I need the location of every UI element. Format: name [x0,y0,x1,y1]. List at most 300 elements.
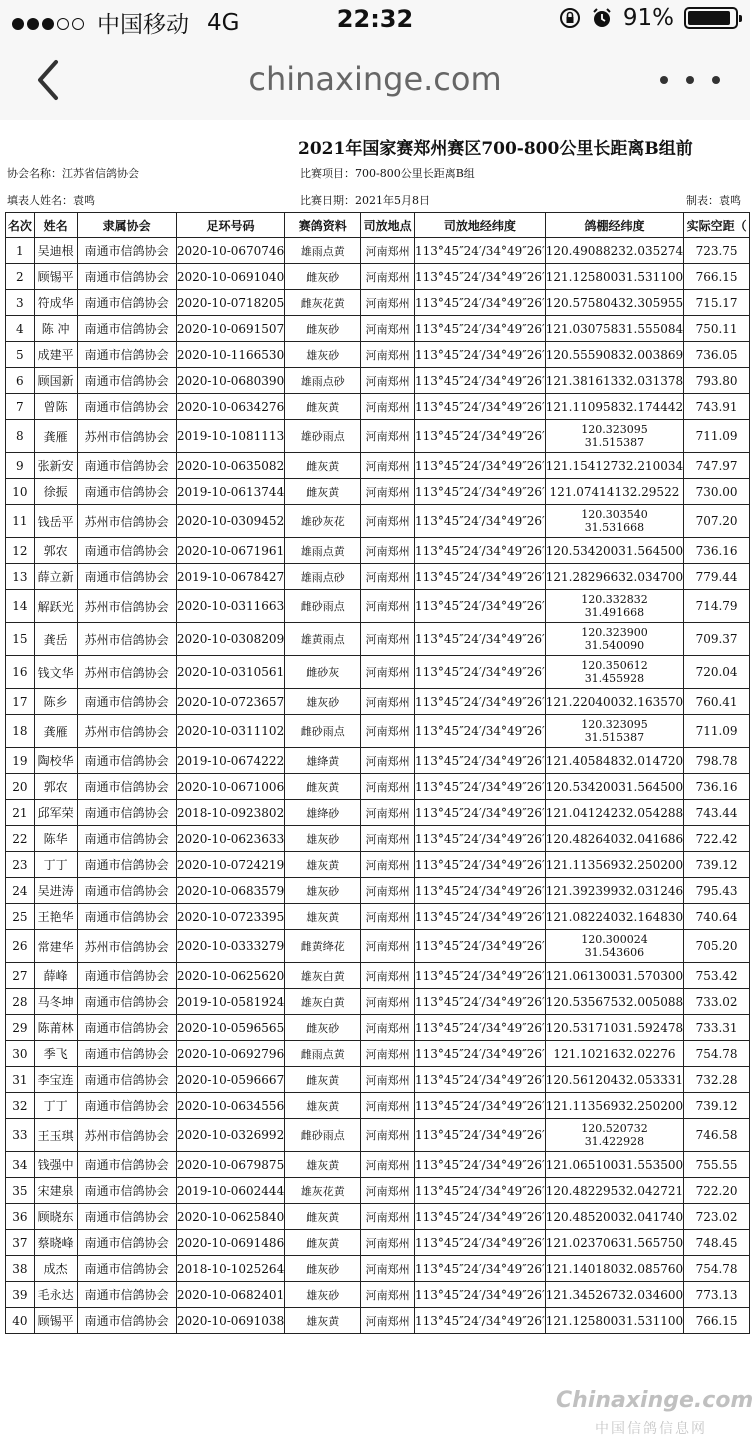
table-cell-ring: 2020-10-0625840 [176,1204,284,1230]
table-cell-coord: 113°45″24′/34°49″26′ [415,656,546,689]
table-cell-color: 雄黄雨点 [285,623,361,656]
table-row [6,479,750,505]
table-cell-rank: 20 [6,774,35,800]
table-cell-color: 雄灰砂 [285,342,361,368]
table-cell-assoc: 苏州市信鸽协会 [77,590,176,623]
column-header: 实际空距（ [684,213,750,238]
event-label: 比赛项目：700-800公里长距离B组 [300,167,475,180]
table-cell-name: 丁丁 [34,1093,77,1119]
table-cell-loc: 河南郑州 [361,1152,415,1178]
table-cell-name: 成杰 [34,1256,77,1282]
table-cell-assoc: 南通市信鸽协会 [77,1152,176,1178]
table-row [6,1093,750,1119]
table-cell-dist: 733.02 [684,989,750,1015]
carrier-name: 中国移动 [97,12,189,38]
table-cell-loc: 河南郑州 [361,505,415,538]
table-cell-assoc: 南通市信鸽协会 [77,689,176,715]
table-cell-rank: 36 [6,1204,35,1230]
table-cell-name: 成建平 [34,342,77,368]
table-cell-ring: 2018-10-0923802 [176,800,284,826]
table-cell-name: 宋建泉 [34,1178,77,1204]
table-cell-coord: 113°45″24′/34°49″26′ [415,590,546,623]
table-cell-ring: 2020-10-0683579 [176,878,284,904]
filler-label: 填表人姓名：袁鸣 [7,194,95,207]
table-cell-dist: 711.09 [684,420,750,453]
table-row [6,342,750,368]
table-cell-name: 钱强中 [34,1152,77,1178]
watermark-logo: Chinaxinge.com [556,1388,753,1413]
table-cell-name: 蔡晓峰 [34,1230,77,1256]
table-cell-color: 雄灰白黄 [285,963,361,989]
table-cell-loft: 121.1021632.02276 [545,1041,683,1067]
table-cell-name: 郭农 [34,774,77,800]
table-cell-ring: 2020-10-0311663 [176,590,284,623]
table-cell-loc: 河南郑州 [361,1119,415,1152]
table-cell-dist: 740.64 [684,904,750,930]
table-cell-dist: 760.41 [684,689,750,715]
table-cell-coord: 113°45″24′/34°49″26′ [415,963,546,989]
table-cell-loc: 河南郑州 [361,878,415,904]
table-cell-assoc: 苏州市信鸽协会 [77,930,176,963]
table-cell-assoc: 苏州市信鸽协会 [77,715,176,748]
table-cell-dist: 750.11 [684,316,750,342]
table-cell-rank: 27 [6,963,35,989]
table-cell-dist: 722.20 [684,1178,750,1204]
table-cell-loft: 121.28296632.034700 [545,564,683,590]
table-cell-assoc: 苏州市信鸽协会 [77,656,176,689]
table-cell-ring: 2020-10-0671961 [176,538,284,564]
table-cell-ring: 2020-10-0596565 [176,1015,284,1041]
table-cell-dist: 707.20 [684,505,750,538]
table-cell-rank: 10 [6,479,35,505]
table-cell-coord: 113°45″24′/34°49″26′ [415,479,546,505]
table-cell-loft: 121.40584832.014720 [545,748,683,774]
table-cell-loft: 120.53420031.564500 [545,774,683,800]
table-cell-name: 王玉琪 [34,1119,77,1152]
table-cell-loft: 120.57580432.305955 [545,290,683,316]
table-cell-coord: 113°45″24′/34°49″26′ [415,316,546,342]
table-cell-name: 邱军荣 [34,800,77,826]
table-cell-ring: 2020-10-0623633 [176,826,284,852]
table-cell-ring: 2020-10-0311102 [176,715,284,748]
table-cell-name: 马冬坤 [34,989,77,1015]
table-row [6,453,750,479]
table-row [6,656,750,689]
table-cell-loft: 120.53420031.564500 [545,538,683,564]
table-cell-loc: 河南郑州 [361,989,415,1015]
table-cell-coord: 113°45″24′/34°49″26′ [415,1204,546,1230]
table-cell-loc: 河南郑州 [361,1256,415,1282]
table-cell-color: 雌灰砂 [285,1256,361,1282]
table-cell-name: 顾国新 [34,368,77,394]
table-cell-rank: 24 [6,878,35,904]
table-cell-dist: 766.15 [684,1308,750,1334]
table-cell-loc: 河南郑州 [361,1308,415,1334]
table-cell-coord: 113°45″24′/34°49″26′ [415,264,546,290]
table-cell-ring: 2020-10-0691507 [176,316,284,342]
table-cell-coord: 113°45″24′/34°49″26′ [415,1015,546,1041]
table-cell-color: 雌灰黄 [285,479,361,505]
table-cell-loft: 120.48264032.041686 [545,826,683,852]
table-cell-name: 薛立新 [34,564,77,590]
table-cell-rank: 8 [6,420,35,453]
table-cell-name: 陈莆林 [34,1015,77,1041]
table-cell-loft: 120.520732 31.422928 [545,1119,683,1152]
table-cell-rank: 38 [6,1256,35,1282]
table-cell-ring: 2020-10-0691040 [176,264,284,290]
table-cell-loft: 121.11095832.174442 [545,394,683,420]
table-cell-coord: 113°45″24′/34°49″26′ [415,904,546,930]
table-row [6,715,750,748]
table-cell-rank: 21 [6,800,35,826]
table-cell-color: 雌砂雨点 [285,715,361,748]
table-cell-coord: 113°45″24′/34°49″26′ [415,689,546,715]
table-row [6,1119,750,1152]
table-cell-rank: 17 [6,689,35,715]
table-cell-ring: 2018-10-1025264 [176,1256,284,1282]
table-cell-coord: 113°45″24′/34°49″26′ [415,878,546,904]
table-cell-loc: 河南郑州 [361,1041,415,1067]
table-cell-dist: 743.91 [684,394,750,420]
table-cell-ring: 2020-10-1166530 [176,342,284,368]
table-cell-loft: 121.06510031.553500 [545,1152,683,1178]
table-cell-assoc: 南通市信鸽协会 [77,1178,176,1204]
table-cell-assoc: 南通市信鸽协会 [77,1282,176,1308]
table-cell-color: 雄灰花黄 [285,1178,361,1204]
table-cell-loft: 121.07414132.29522 [545,479,683,505]
more-dots-icon [660,76,668,84]
table-cell-rank: 22 [6,826,35,852]
table-cell-assoc: 南通市信鸽协会 [77,368,176,394]
table-cell-assoc: 南通市信鸽协会 [77,479,176,505]
table-cell-loft: 120.332832 31.491668 [545,590,683,623]
table-row [6,290,750,316]
table-cell-name: 陈乡 [34,689,77,715]
table-cell-assoc: 南通市信鸽协会 [77,904,176,930]
table-cell-dist: 739.12 [684,1093,750,1119]
results-table [5,212,750,1334]
table-cell-name: 符成华 [34,290,77,316]
table-row [6,368,750,394]
table-cell-ring: 2020-10-0679875 [176,1152,284,1178]
table-cell-dist: 736.05 [684,342,750,368]
table-cell-color: 雌灰砂 [285,264,361,290]
table-cell-coord: 113°45″24′/34°49″26′ [415,238,546,264]
table-cell-dist: 746.58 [684,1119,750,1152]
table-cell-assoc: 苏州市信鸽协会 [77,623,176,656]
column-header: 赛鸽资料 [285,213,361,238]
table-cell-ring: 2020-10-0310561 [176,656,284,689]
table-cell-name: 顾晓东 [34,1204,77,1230]
table-cell-dist: 739.12 [684,852,750,878]
page-title: 2021年国家赛郑州赛区700-800公里长距离B组前 [298,139,693,159]
table-cell-rank: 15 [6,623,35,656]
table-cell-loc: 河南郑州 [361,1282,415,1308]
table-body [6,238,750,1334]
table-cell-rank: 7 [6,394,35,420]
table-cell-loc: 河南郑州 [361,1093,415,1119]
table-cell-loft: 121.38161332.031378 [545,368,683,394]
table-cell-loc: 河南郑州 [361,656,415,689]
table-cell-color: 雌灰黄 [285,1204,361,1230]
table-cell-ring: 2020-10-0596667 [176,1067,284,1093]
table-cell-rank: 33 [6,1119,35,1152]
table-cell-ring: 2020-10-0670746 [176,238,284,264]
table-cell-coord: 113°45″24′/34°49″26′ [415,394,546,420]
table-cell-ring: 2019-10-0602444 [176,1178,284,1204]
table-cell-assoc: 南通市信鸽协会 [77,1204,176,1230]
table-cell-loft: 121.15412732.210034 [545,453,683,479]
table-cell-rank: 19 [6,748,35,774]
table-cell-name: 陈华 [34,826,77,852]
table-cell-rank: 40 [6,1308,35,1334]
table-cell-color: 雌砂灰 [285,656,361,689]
column-header: 司放地经纬度 [415,213,546,238]
table-row [6,316,750,342]
table-cell-rank: 35 [6,1178,35,1204]
table-cell-coord: 113°45″24′/34°49″26′ [415,1093,546,1119]
table-cell-assoc: 南通市信鸽协会 [77,316,176,342]
table-cell-loft: 120.53567532.005088 [545,989,683,1015]
status-icons [559,5,738,31]
table-cell-assoc: 苏州市信鸽协会 [77,505,176,538]
table-cell-rank: 23 [6,852,35,878]
table-cell-color: 雄雨点黄 [285,538,361,564]
table-cell-loc: 河南郑州 [361,564,415,590]
table-cell-dist: 732.28 [684,1067,750,1093]
table-row [6,1282,750,1308]
table-cell-assoc: 南通市信鸽协会 [77,1067,176,1093]
table-cell-dist: 709.37 [684,623,750,656]
table-cell-loc: 河南郑州 [361,689,415,715]
table-cell-ring: 2020-10-0724219 [176,852,284,878]
table-row [6,826,750,852]
table-cell-loft: 121.14018032.085760 [545,1256,683,1282]
table-cell-coord: 113°45″24′/34°49″26′ [415,1308,546,1334]
table-cell-rank: 5 [6,342,35,368]
table-cell-rank: 2 [6,264,35,290]
table-cell-loft: 121.34526732.034600 [545,1282,683,1308]
battery-fill [688,11,730,25]
table-cell-coord: 113°45″24′/34°49″26′ [415,1152,546,1178]
table-cell-assoc: 南通市信鸽协会 [77,342,176,368]
table-cell-dist: 754.78 [684,1041,750,1067]
column-header: 名次 [6,213,35,238]
table-cell-coord: 113°45″24′/34°49″26′ [415,623,546,656]
table-cell-rank: 12 [6,538,35,564]
table-row [6,1015,750,1041]
table-cell-loft: 120.300024 31.543606 [545,930,683,963]
table-row [6,689,750,715]
table-row [6,1308,750,1334]
alarm-icon [591,7,613,29]
table-cell-color: 雄灰砂 [285,689,361,715]
table-cell-rank: 14 [6,590,35,623]
table-cell-rank: 34 [6,1152,35,1178]
column-header: 鸽棚经纬度 [545,213,683,238]
table-row [6,800,750,826]
table-cell-coord: 113°45″24′/34°49″26′ [415,290,546,316]
table-cell-color: 雌黄绛花 [285,930,361,963]
table-cell-ring: 2020-10-0723395 [176,904,284,930]
table-cell-ring: 2019-10-0678427 [176,564,284,590]
table-cell-rank: 11 [6,505,35,538]
table-cell-rank: 16 [6,656,35,689]
table-cell-rank: 25 [6,904,35,930]
table-cell-assoc: 苏州市信鸽协会 [77,420,176,453]
table-cell-dist: 705.20 [684,930,750,963]
table-cell-loc: 河南郑州 [361,623,415,656]
table-cell-dist: 733.31 [684,1015,750,1041]
table-cell-rank: 9 [6,453,35,479]
table-cell-coord: 113°45″24′/34°49″26′ [415,342,546,368]
table-cell-dist: 720.04 [684,656,750,689]
table-cell-rank: 3 [6,290,35,316]
table-cell-ring: 2020-10-0671006 [176,774,284,800]
table-cell-coord: 113°45″24′/34°49″26′ [415,538,546,564]
table-cell-dist: 773.13 [684,1282,750,1308]
table-cell-assoc: 南通市信鸽协会 [77,774,176,800]
table-cell-loc: 河南郑州 [361,394,415,420]
table-cell-color: 雌灰砂 [285,316,361,342]
watermark-subtitle: 中国信鸽信息网 [595,1421,707,1437]
table-cell-ring: 2019-10-0674222 [176,748,284,774]
table-cell-coord: 113°45″24′/34°49″26′ [415,852,546,878]
table-cell-assoc: 南通市信鸽协会 [77,963,176,989]
table-cell-name: 顾锡平 [34,1308,77,1334]
table-cell-loc: 河南郑州 [361,479,415,505]
table-row [6,238,750,264]
table-cell-color: 雌灰花黄 [285,290,361,316]
table-cell-loc: 河南郑州 [361,904,415,930]
table-cell-loc: 河南郑州 [361,1204,415,1230]
table-cell-rank: 18 [6,715,35,748]
table-cell-loft: 121.12580031.531100 [545,1308,683,1334]
table-cell-ring: 2019-10-0581924 [176,989,284,1015]
table-row [6,1067,750,1093]
table-cell-loft: 121.06130031.570300 [545,963,683,989]
table-row [6,1256,750,1282]
table-cell-loft: 120.323095 31.515387 [545,420,683,453]
table-cell-color: 雄绛砂 [285,800,361,826]
table-cell-loc: 河南郑州 [361,1067,415,1093]
battery-percent: 91% [622,5,674,31]
table-cell-assoc: 南通市信鸽协会 [77,1015,176,1041]
table-cell-name: 李宝连 [34,1067,77,1093]
table-cell-assoc: 南通市信鸽协会 [77,1230,176,1256]
table-row [6,878,750,904]
table-cell-name: 丁丁 [34,852,77,878]
table-cell-loft: 120.303540 31.531668 [545,505,683,538]
table-cell-loft: 120.323900 31.540090 [545,623,683,656]
table-cell-dist: 715.17 [684,290,750,316]
table-cell-loc: 河南郑州 [361,748,415,774]
table-cell-rank: 29 [6,1015,35,1041]
more-button[interactable] [660,66,720,94]
document-view[interactable] [0,120,753,1437]
table-cell-assoc: 苏州市信鸽协会 [77,1119,176,1152]
table-cell-loft: 121.04124232.054288 [545,800,683,826]
table-cell-assoc: 南通市信鸽协会 [77,453,176,479]
table-cell-color: 雌灰黄 [285,1067,361,1093]
table-cell-coord: 113°45″24′/34°49″26′ [415,453,546,479]
table-cell-name: 陶校华 [34,748,77,774]
table-cell-ring: 2020-10-0691038 [176,1308,284,1334]
table-cell-coord: 113°45″24′/34°49″26′ [415,1282,546,1308]
table-cell-name: 龚雁 [34,420,77,453]
table-cell-color: 雄灰黄 [285,852,361,878]
table-cell-color: 雄灰砂 [285,826,361,852]
table-cell-assoc: 南通市信鸽协会 [77,238,176,264]
table-cell-ring: 2020-10-0635082 [176,453,284,479]
table-row [6,538,750,564]
table-cell-loft: 121.12580031.531100 [545,264,683,290]
table-cell-coord: 113°45″24′/34°49″26′ [415,989,546,1015]
table-cell-coord: 113°45″24′/34°49″26′ [415,930,546,963]
table-cell-loc: 河南郑州 [361,800,415,826]
table-cell-assoc: 南通市信鸽协会 [77,1256,176,1282]
table-cell-loc: 河南郑州 [361,538,415,564]
table-cell-color: 雄灰黄 [285,1308,361,1334]
table-cell-ring: 2020-10-0692796 [176,1041,284,1067]
table-cell-ring: 2020-10-0634556 [176,1093,284,1119]
table-cell-loc: 河南郑州 [361,774,415,800]
table-cell-color: 雌灰黄 [285,1230,361,1256]
table-cell-coord: 113°45″24′/34°49″26′ [415,1256,546,1282]
table-cell-loc: 河南郑州 [361,368,415,394]
column-header: 司放地点 [361,213,415,238]
table-cell-loc: 河南郑州 [361,316,415,342]
table-cell-name: 张新安 [34,453,77,479]
table-cell-assoc: 南通市信鸽协会 [77,1093,176,1119]
table-cell-coord: 113°45″24′/34°49″26′ [415,715,546,748]
table-cell-name: 解跃光 [34,590,77,623]
table-row [6,1178,750,1204]
battery-icon [684,7,738,29]
table-row [6,590,750,623]
table-cell-assoc: 南通市信鸽协会 [77,290,176,316]
table-cell-dist: 795.43 [684,878,750,904]
table-cell-color: 雌灰黄 [285,394,361,420]
table-cell-assoc: 南通市信鸽协会 [77,852,176,878]
table-cell-assoc: 南通市信鸽协会 [77,1308,176,1334]
table-cell-name: 毛永达 [34,1282,77,1308]
table-cell-coord: 113°45″24′/34°49″26′ [415,800,546,826]
table-cell-ring: 2020-10-0680390 [176,368,284,394]
table-cell-loc: 河南郑州 [361,1015,415,1041]
table-cell-loft: 120.323095 31.515387 [545,715,683,748]
table-row [6,1152,750,1178]
table-cell-coord: 113°45″24′/34°49″26′ [415,368,546,394]
table-cell-loc: 河南郑州 [361,453,415,479]
table-cell-loft: 121.39239932.031246 [545,878,683,904]
table-cell-ring: 2020-10-0309452 [176,505,284,538]
table-cell-assoc: 南通市信鸽协会 [77,878,176,904]
table-cell-dist: 711.09 [684,715,750,748]
table-cell-color: 雄灰黄 [285,904,361,930]
table-cell-ring: 2020-10-0333279 [176,930,284,963]
table-cell-rank: 39 [6,1282,35,1308]
table-cell-coord: 113°45″24′/34°49″26′ [415,564,546,590]
table-cell-color: 雄雨点砂 [285,564,361,590]
table-cell-loft: 121.03075831.555084 [545,316,683,342]
association-label: 协会名称：江苏省信鸽协会 [7,167,139,180]
table-row [6,264,750,290]
table-cell-loc: 河南郑州 [361,1230,415,1256]
url-display[interactable]: chinaxinge.com [248,60,502,98]
table-cell-loc: 河南郑州 [361,264,415,290]
table-cell-dist: 755.55 [684,1152,750,1178]
